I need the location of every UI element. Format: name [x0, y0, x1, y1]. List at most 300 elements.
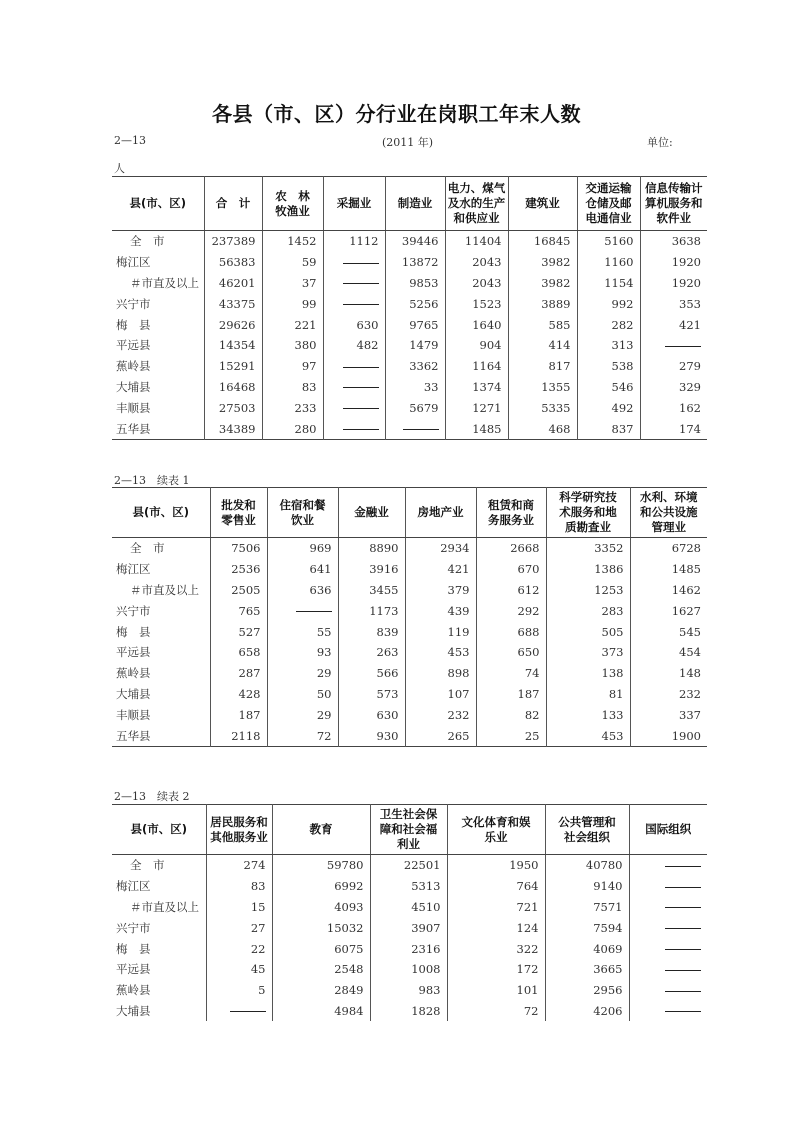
- cell-value: 16845: [508, 231, 577, 252]
- cell-value: 14354: [204, 335, 262, 356]
- empty-value-dash: [629, 917, 707, 938]
- row-label: 全 市: [130, 541, 165, 556]
- column-header-region: 县(市、区): [112, 488, 210, 538]
- dash-mark: [343, 304, 379, 305]
- cell-value: 1452: [262, 231, 323, 252]
- cell-value: 439: [405, 600, 476, 621]
- empty-value-dash: [323, 377, 385, 398]
- cell-value: 898: [405, 663, 476, 684]
- table-row: [112, 580, 707, 601]
- cell-value: 1173: [338, 600, 405, 621]
- cell-value: 93: [267, 642, 338, 663]
- table-row: [112, 684, 707, 705]
- cell-value: 453: [405, 642, 476, 663]
- row-label: 丰顺县: [116, 400, 151, 415]
- column-header: 信息传输计 算机服务和 软件业: [640, 177, 707, 231]
- cell-value: 329: [640, 377, 707, 398]
- cell-value: 99: [262, 293, 323, 314]
- table-row: [112, 397, 707, 418]
- cell-value: 468: [508, 418, 577, 439]
- empty-value-dash: [629, 876, 707, 897]
- table-row: [112, 876, 707, 897]
- cell-value: 292: [476, 600, 546, 621]
- cell-value: 101: [447, 980, 545, 1001]
- row-label: 平远县: [116, 338, 151, 353]
- empty-value-dash: [323, 418, 385, 439]
- cell-value: 1160: [577, 252, 640, 273]
- cell-value: 414: [508, 335, 577, 356]
- cell-value: 1523: [445, 293, 508, 314]
- cell-value: 5256: [385, 293, 445, 314]
- table-main: [112, 176, 707, 440]
- table-row: [112, 917, 707, 938]
- table-row: [112, 559, 707, 580]
- cell-value: 904: [445, 335, 508, 356]
- cell-value: 650: [476, 642, 546, 663]
- cell-value: 373: [546, 642, 630, 663]
- cell-value: 97: [262, 356, 323, 377]
- cell-value: 4093: [272, 897, 370, 918]
- cell-value: 482: [323, 335, 385, 356]
- cell-value: 992: [577, 293, 640, 314]
- table-row: [112, 725, 707, 746]
- empty-value-dash: [323, 252, 385, 273]
- cell-value: 428: [210, 684, 267, 705]
- cell-value: 27: [206, 917, 272, 938]
- cell-value: 566: [338, 663, 405, 684]
- year-label: (2011 年): [382, 136, 434, 149]
- page-title: 各县（市、区）分行业在岗职工年末人数: [212, 102, 581, 126]
- row-label: 大埔县: [116, 1003, 151, 1018]
- cell-value: 7506: [210, 538, 267, 559]
- cell-value: 82: [476, 704, 546, 725]
- column-header: 租赁和商 务服务业: [476, 488, 546, 538]
- dash-mark: [343, 367, 379, 368]
- cell-value: 15032: [272, 917, 370, 938]
- table-row: [112, 377, 707, 398]
- cell-value: 280: [262, 418, 323, 439]
- table-row: [112, 335, 707, 356]
- cell-value: 453: [546, 725, 630, 746]
- cell-value: 4984: [272, 1001, 370, 1022]
- row-label: 平远县: [116, 962, 151, 977]
- row-label: 平远县: [116, 645, 151, 660]
- cell-value: 2043: [445, 252, 508, 273]
- cell-value: 839: [338, 621, 405, 642]
- cell-value: 1485: [445, 418, 508, 439]
- cell-value: 3982: [508, 252, 577, 273]
- table-row: [112, 231, 707, 252]
- empty-value-dash: [629, 1001, 707, 1022]
- cell-value: 765: [210, 600, 267, 621]
- column-header: 建筑业: [508, 177, 577, 231]
- dash-mark: [343, 283, 379, 284]
- cell-value: 107: [405, 684, 476, 705]
- cell-value: 1271: [445, 397, 508, 418]
- cell-value: 5: [206, 980, 272, 1001]
- table-row: [112, 273, 707, 294]
- cell-value: 3907: [370, 917, 447, 938]
- dash-mark: [665, 949, 701, 950]
- cell-value: 81: [546, 684, 630, 705]
- cell-value: 119: [405, 621, 476, 642]
- cell-value: 313: [577, 335, 640, 356]
- cell-value: 505: [546, 621, 630, 642]
- cell-value: 1479: [385, 335, 445, 356]
- cell-value: 43375: [204, 293, 262, 314]
- empty-value-dash: [629, 897, 707, 918]
- dash-mark: [343, 408, 379, 409]
- cell-value: 50: [267, 684, 338, 705]
- cell-value: 2849: [272, 980, 370, 1001]
- row-label: 梅江区: [116, 879, 151, 894]
- column-header: 水利、环境 和公共设施 管理业: [630, 488, 707, 538]
- dash-mark: [665, 866, 701, 867]
- cell-value: 233: [262, 397, 323, 418]
- cell-value: 1008: [370, 959, 447, 980]
- empty-value-dash: [629, 959, 707, 980]
- empty-value-dash: [629, 938, 707, 959]
- cell-value: 263: [338, 642, 405, 663]
- cell-value: 22501: [370, 855, 447, 876]
- cell-value: 2043: [445, 273, 508, 294]
- cell-value: 1374: [445, 377, 508, 398]
- cell-value: 133: [546, 704, 630, 725]
- cell-value: 2934: [405, 538, 476, 559]
- cell-value: 287: [210, 663, 267, 684]
- cell-value: 1828: [370, 1001, 447, 1022]
- cell-value: 421: [640, 314, 707, 335]
- row-label: 梅 县: [116, 624, 151, 639]
- row-label: 丰顺县: [116, 707, 151, 722]
- cell-value: 1485: [630, 559, 707, 580]
- dash-mark: [343, 387, 379, 388]
- cell-value: 9853: [385, 273, 445, 294]
- cell-value: 322: [447, 938, 545, 959]
- cell-value: 573: [338, 684, 405, 705]
- cell-value: 124: [447, 917, 545, 938]
- cell-value: 37: [262, 273, 323, 294]
- cell-value: 4510: [370, 897, 447, 918]
- cell-value: 527: [210, 621, 267, 642]
- cell-value: 983: [370, 980, 447, 1001]
- cell-value: 138: [546, 663, 630, 684]
- cell-value: 3455: [338, 580, 405, 601]
- cell-value: 1253: [546, 580, 630, 601]
- cell-value: 2505: [210, 580, 267, 601]
- table-row: [112, 704, 707, 725]
- table-row: [112, 642, 707, 663]
- cell-value: 1164: [445, 356, 508, 377]
- cell-value: 283: [546, 600, 630, 621]
- dash-mark: [665, 907, 701, 908]
- row-label: 兴宁市: [116, 603, 151, 618]
- row-label: ＃市直及以上: [130, 899, 199, 914]
- column-header: 卫生社会保 障和社会福 利业: [370, 805, 447, 855]
- cell-value: 1920: [640, 273, 707, 294]
- empty-value-dash: [323, 397, 385, 418]
- cell-value: 59: [262, 252, 323, 273]
- cell-value: 546: [577, 377, 640, 398]
- cell-value: 379: [405, 580, 476, 601]
- table-row: [112, 663, 707, 684]
- empty-value-dash: [629, 980, 707, 1001]
- column-header: 制造业: [385, 177, 445, 231]
- table-continued-1: [112, 487, 707, 747]
- cell-value: 5160: [577, 231, 640, 252]
- cell-value: 39446: [385, 231, 445, 252]
- table-row: [112, 959, 707, 980]
- cell-value: 1112: [323, 231, 385, 252]
- row-label: 五华县: [116, 421, 151, 436]
- cell-value: 29626: [204, 314, 262, 335]
- column-header: 金融业: [338, 488, 405, 538]
- cell-value: 492: [577, 397, 640, 418]
- cell-value: 3889: [508, 293, 577, 314]
- cell-value: 29: [267, 663, 338, 684]
- cell-value: 2668: [476, 538, 546, 559]
- table-caption-1: 2—13 续表 1: [114, 474, 190, 487]
- cell-value: 237389: [204, 231, 262, 252]
- empty-value-dash: [267, 600, 338, 621]
- cell-value: 221: [262, 314, 323, 335]
- row-label: 五华县: [116, 728, 151, 743]
- cell-value: 1640: [445, 314, 508, 335]
- cell-value: 83: [262, 377, 323, 398]
- row-label: ＃市直及以上: [130, 275, 199, 290]
- cell-value: 72: [267, 725, 338, 746]
- cell-value: 45: [206, 959, 272, 980]
- cell-value: 353: [640, 293, 707, 314]
- column-header: 合 计: [204, 177, 262, 231]
- table-caption-2: 2—13 续表 2: [114, 790, 190, 803]
- table-row: [112, 252, 707, 273]
- column-header: 电力、煤气 及水的生产 和供应业: [445, 177, 508, 231]
- cell-value: 3352: [546, 538, 630, 559]
- cell-value: 3916: [338, 559, 405, 580]
- cell-value: 3665: [545, 959, 629, 980]
- row-label: 梅江区: [116, 562, 151, 577]
- table-row: [112, 293, 707, 314]
- cell-value: 56383: [204, 252, 262, 273]
- cell-value: 46201: [204, 273, 262, 294]
- row-label: 全 市: [130, 234, 165, 249]
- dash-mark: [296, 611, 332, 612]
- cell-value: 55: [267, 621, 338, 642]
- cell-value: 72: [447, 1001, 545, 1022]
- cell-value: 265: [405, 725, 476, 746]
- cell-value: 187: [476, 684, 546, 705]
- cell-value: 6075: [272, 938, 370, 959]
- cell-value: 3362: [385, 356, 445, 377]
- cell-value: 9765: [385, 314, 445, 335]
- cell-value: 1355: [508, 377, 577, 398]
- cell-value: 33: [385, 377, 445, 398]
- row-label: 梅江区: [116, 255, 151, 270]
- column-header-region: 县(市、区): [112, 177, 204, 231]
- dash-mark: [665, 970, 701, 971]
- cell-value: 59780: [272, 855, 370, 876]
- table-row: [112, 600, 707, 621]
- empty-value-dash: [629, 855, 707, 876]
- cell-value: 658: [210, 642, 267, 663]
- column-header: 农 林 牧渔业: [262, 177, 323, 231]
- cell-value: 27503: [204, 397, 262, 418]
- cell-value: 3982: [508, 273, 577, 294]
- cell-value: 83: [206, 876, 272, 897]
- cell-value: 25: [476, 725, 546, 746]
- cell-value: 1627: [630, 600, 707, 621]
- cell-value: 5335: [508, 397, 577, 418]
- cell-value: 274: [206, 855, 272, 876]
- row-label: 梅 县: [116, 317, 151, 332]
- cell-value: 612: [476, 580, 546, 601]
- dash-mark: [230, 1011, 266, 1012]
- table-row: [112, 418, 707, 439]
- row-label: 大埔县: [116, 686, 151, 701]
- cell-value: 279: [640, 356, 707, 377]
- dash-mark: [665, 1011, 701, 1012]
- empty-value-dash: [640, 335, 707, 356]
- cell-value: 29: [267, 704, 338, 725]
- cell-value: 148: [630, 663, 707, 684]
- empty-value-dash: [323, 293, 385, 314]
- cell-value: 40780: [545, 855, 629, 876]
- cell-value: 764: [447, 876, 545, 897]
- cell-value: 16468: [204, 377, 262, 398]
- cell-value: 837: [577, 418, 640, 439]
- table-number: 2—13: [114, 134, 146, 147]
- cell-value: 282: [577, 314, 640, 335]
- dash-mark: [343, 429, 379, 430]
- row-label: 蕉岭县: [116, 983, 151, 998]
- cell-value: 2956: [545, 980, 629, 1001]
- cell-value: 34389: [204, 418, 262, 439]
- empty-value-dash: [323, 356, 385, 377]
- cell-value: 232: [405, 704, 476, 725]
- dash-mark: [665, 887, 701, 888]
- cell-value: 3638: [640, 231, 707, 252]
- cell-value: 454: [630, 642, 707, 663]
- cell-value: 641: [267, 559, 338, 580]
- column-header-region: 县(市、区): [112, 805, 206, 855]
- cell-value: 1920: [640, 252, 707, 273]
- column-header: 文化体育和娱 乐业: [447, 805, 545, 855]
- cell-value: 630: [338, 704, 405, 725]
- cell-value: 7594: [545, 917, 629, 938]
- column-header: 批发和 零售业: [210, 488, 267, 538]
- cell-value: 15: [206, 897, 272, 918]
- cell-value: 930: [338, 725, 405, 746]
- cell-value: 688: [476, 621, 546, 642]
- cell-value: 4069: [545, 938, 629, 959]
- table-row: [112, 938, 707, 959]
- cell-value: 630: [323, 314, 385, 335]
- row-label: 全 市: [130, 858, 165, 873]
- column-header: 教育: [272, 805, 370, 855]
- cell-value: 15291: [204, 356, 262, 377]
- cell-value: 337: [630, 704, 707, 725]
- cell-value: 13872: [385, 252, 445, 273]
- cell-value: 6992: [272, 876, 370, 897]
- table-row: [112, 897, 707, 918]
- column-header: 交通运输 仓储及邮 电通信业: [577, 177, 640, 231]
- unit-label: 单位:: [647, 136, 673, 149]
- cell-value: 585: [508, 314, 577, 335]
- table-row: [112, 621, 707, 642]
- cell-value: 1386: [546, 559, 630, 580]
- column-header: 国际组织: [629, 805, 707, 855]
- row-label: 梅 县: [116, 941, 151, 956]
- column-header: 采掘业: [323, 177, 385, 231]
- cell-value: 9140: [545, 876, 629, 897]
- dash-mark: [665, 346, 701, 347]
- cell-value: 172: [447, 959, 545, 980]
- table-row: [112, 538, 707, 559]
- empty-value-dash: [206, 1001, 272, 1022]
- cell-value: 22: [206, 938, 272, 959]
- cell-value: 1900: [630, 725, 707, 746]
- column-header: 科学研究技 术服务和地 质勘查业: [546, 488, 630, 538]
- cell-value: 187: [210, 704, 267, 725]
- cell-value: 174: [640, 418, 707, 439]
- row-label: ＃市直及以上: [130, 582, 199, 597]
- dash-mark: [665, 991, 701, 992]
- row-label: 蕉岭县: [116, 666, 151, 681]
- cell-value: 5679: [385, 397, 445, 418]
- column-header: 住宿和餐 饮业: [267, 488, 338, 538]
- cell-value: 6728: [630, 538, 707, 559]
- row-label: 兴宁市: [116, 296, 151, 311]
- cell-value: 2316: [370, 938, 447, 959]
- cell-value: 7571: [545, 897, 629, 918]
- table-continued-2: [112, 804, 707, 1021]
- column-header: 房地产业: [405, 488, 476, 538]
- cell-value: 5313: [370, 876, 447, 897]
- cell-value: 421: [405, 559, 476, 580]
- table-row: [112, 314, 707, 335]
- cell-value: 538: [577, 356, 640, 377]
- cell-value: 1462: [630, 580, 707, 601]
- cell-value: 162: [640, 397, 707, 418]
- row-label: 蕉岭县: [116, 359, 151, 374]
- empty-value-dash: [323, 273, 385, 294]
- cell-value: 2118: [210, 725, 267, 746]
- cell-value: 1154: [577, 273, 640, 294]
- cell-value: 1950: [447, 855, 545, 876]
- cell-value: 636: [267, 580, 338, 601]
- cell-value: 670: [476, 559, 546, 580]
- table-row: [112, 855, 707, 876]
- table-row: [112, 1001, 707, 1022]
- cell-value: 11404: [445, 231, 508, 252]
- column-header: 公共管理和 社会组织: [545, 805, 629, 855]
- cell-value: 545: [630, 621, 707, 642]
- cell-value: 8890: [338, 538, 405, 559]
- cell-value: 817: [508, 356, 577, 377]
- cell-value: 2548: [272, 959, 370, 980]
- table-row: [112, 980, 707, 1001]
- cell-value: 380: [262, 335, 323, 356]
- column-header: 居民服务和 其他服务业: [206, 805, 272, 855]
- cell-value: 969: [267, 538, 338, 559]
- cell-value: 232: [630, 684, 707, 705]
- dash-mark: [403, 429, 439, 430]
- cell-value: 74: [476, 663, 546, 684]
- row-label: 大埔县: [116, 379, 151, 394]
- cell-value: 4206: [545, 1001, 629, 1022]
- cell-value: 721: [447, 897, 545, 918]
